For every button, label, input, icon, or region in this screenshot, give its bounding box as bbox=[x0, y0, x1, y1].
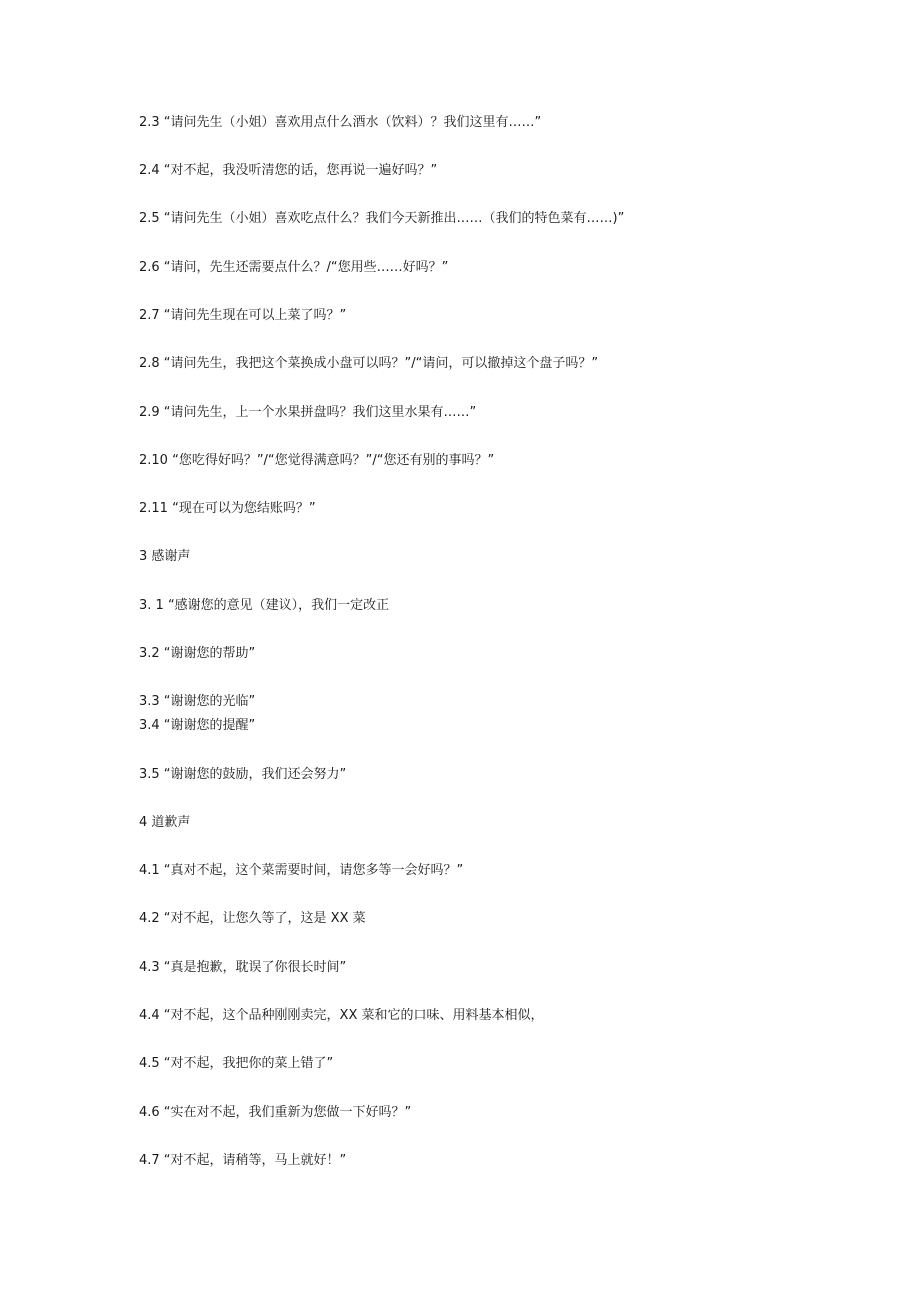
text-line-2-4: 2.4 “对不起，我没听清您的话，您再说一遍好吗？” bbox=[139, 163, 438, 178]
text-line-2-10: 2.10 “您吃得好吗？”/“您觉得满意吗？”/“您还有别的事吗？” bbox=[139, 453, 495, 468]
text-line-2-7: 2.7 “请问先生现在可以上菜了吗？” bbox=[139, 308, 347, 323]
section-heading-4: 4 道歉声 bbox=[139, 815, 191, 830]
text-line-3-4: 3.4 “谢谢您的提醒” bbox=[139, 718, 256, 733]
text-line-2-5: 2.5 “请问先生（小姐）喜欢吃点什么？我们今天新推出……（我们的特色菜有……)” bbox=[139, 211, 625, 226]
text-line-4-4: 4.4 “对不起，这个品种刚刚卖完，XX 菜和它的口味、用料基本相似， bbox=[139, 1008, 544, 1023]
text-line-2-3: 2.3 “请问先生（小姐）喜欢用点什么酒水（饮料）？我们这里有……” bbox=[139, 115, 542, 130]
text-line-2-9: 2.9 “请问先生，上一个水果拼盘吗？我们这里水果有……” bbox=[139, 405, 477, 420]
text-line-4-2: 4.2 “对不起，让您久等了，这是 XX 菜 bbox=[139, 911, 366, 926]
text-line-2-6: 2.6 “请问，先生还需要点什么？/“您用些……好吗？” bbox=[139, 260, 449, 275]
text-line-4-7: 4.7 “对不起，请稍等，马上就好！” bbox=[139, 1153, 347, 1168]
text-line-3-5: 3.5 “谢谢您的鼓励，我们还会努力” bbox=[139, 767, 347, 782]
text-line-4-3: 4.3 “真是抱歉，耽误了你很长时间” bbox=[139, 960, 347, 975]
text-line-4-1: 4.1 “真对不起，这个菜需要时间，请您多等一会好吗？” bbox=[139, 863, 464, 878]
text-line-2-8: 2.8 “请问先生，我把这个菜换成小盘可以吗？”/“请问，可以撤掉这个盘子吗？” bbox=[139, 356, 599, 371]
text-line-4-5: 4.5 “对不起，我把你的菜上错了” bbox=[139, 1056, 334, 1071]
text-line-4-6: 4.6 “实在对不起，我们重新为您做一下好吗？” bbox=[139, 1105, 412, 1120]
section-heading-3: 3 感谢声 bbox=[139, 549, 191, 564]
text-line-2-11: 2.11 “现在可以为您结账吗？” bbox=[139, 501, 316, 516]
text-line-3-3: 3.3 “谢谢您的光临” bbox=[139, 694, 256, 709]
text-line-3-2: 3.2 “谢谢您的帮助” bbox=[139, 646, 256, 661]
text-line-3-1: 3. 1 “感谢您的意见（建议），我们一定改正 bbox=[139, 598, 390, 613]
